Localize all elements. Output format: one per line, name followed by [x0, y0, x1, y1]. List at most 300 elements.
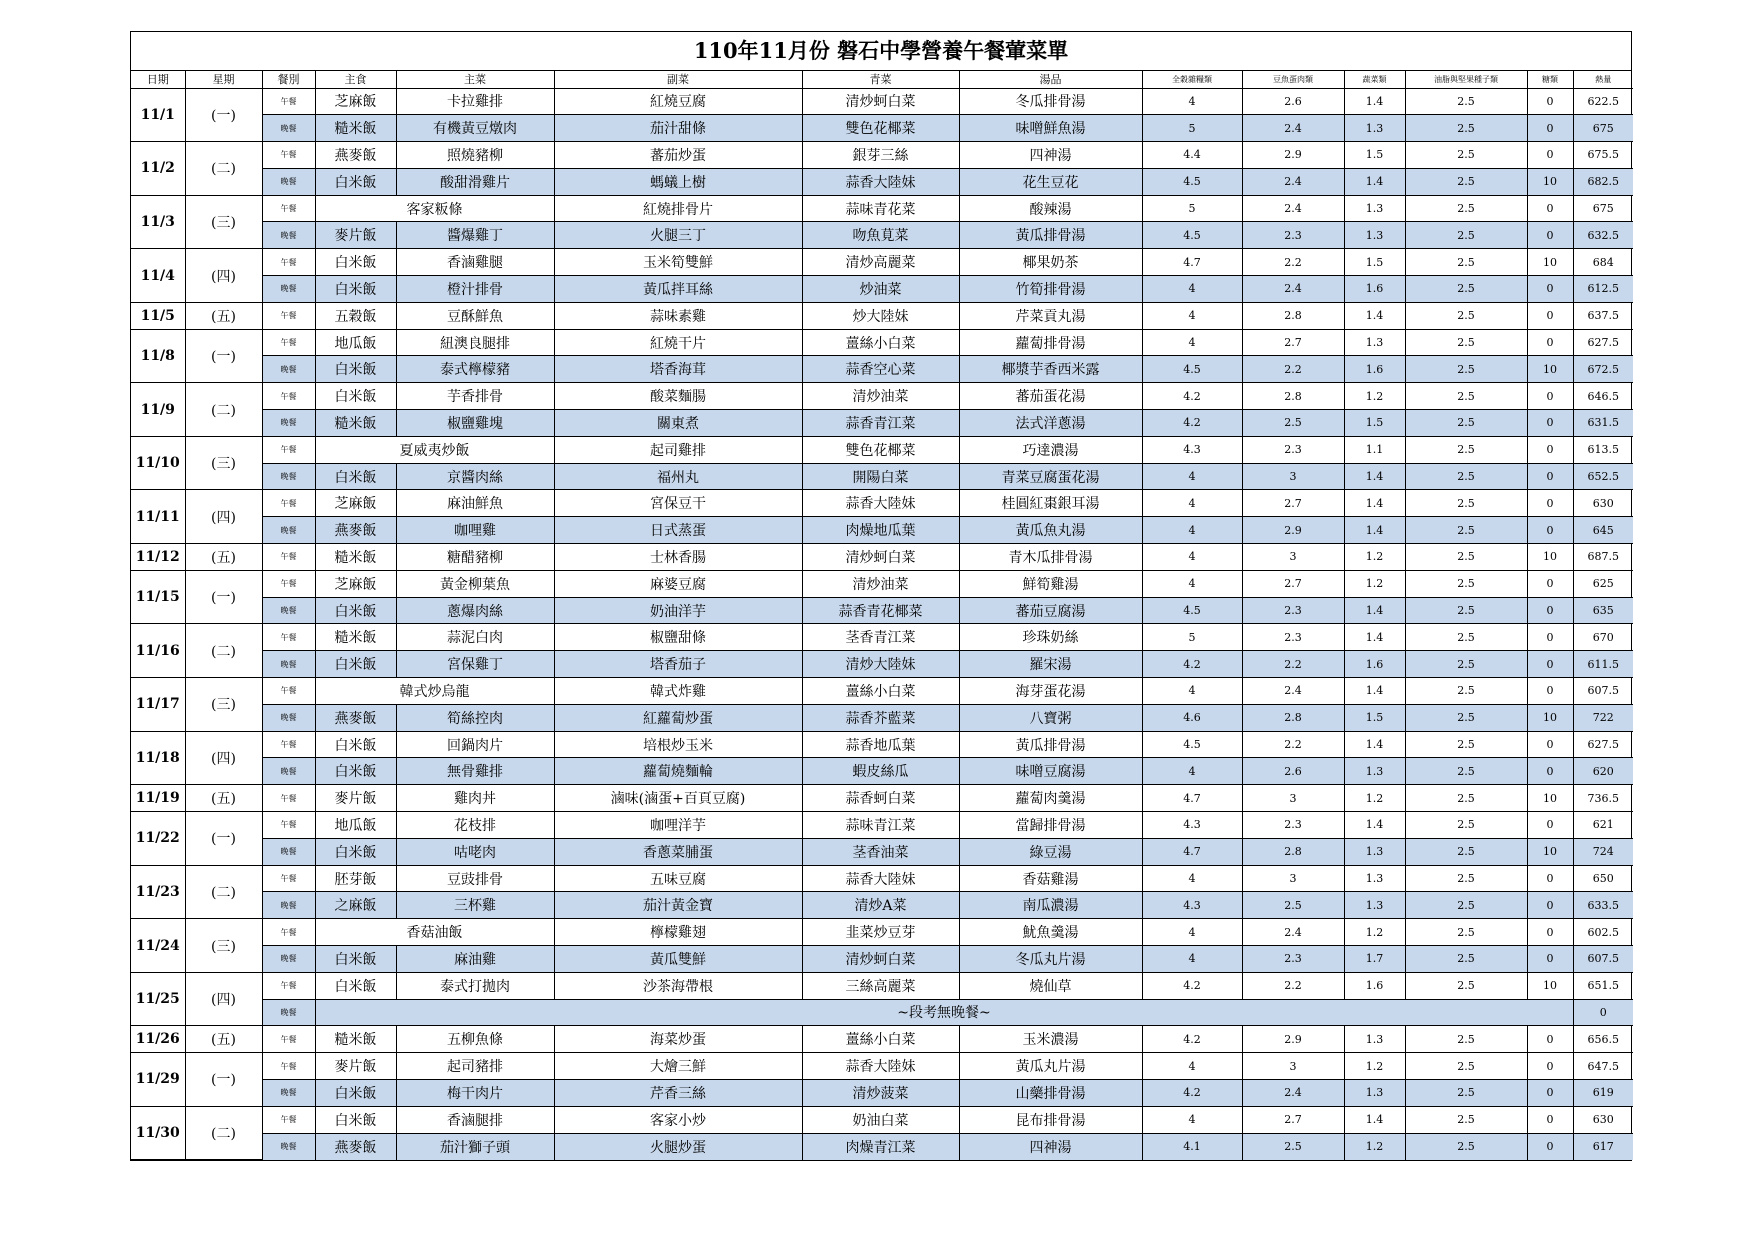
vegetable-cell: 蒜香空心菜 — [802, 356, 959, 383]
calories-cell: 630 — [1573, 490, 1633, 517]
sugar-cell: 0 — [1527, 651, 1573, 678]
fats-cell: 2.5 — [1405, 383, 1527, 410]
calories-cell: 675.5 — [1573, 142, 1633, 169]
staple-cell: 五穀飯 — [315, 302, 396, 329]
calories-cell: 675 — [1573, 115, 1633, 142]
table-row — [131, 195, 1633, 222]
header-date: 日期 — [131, 71, 185, 88]
weekday-cell: (一) — [185, 88, 262, 142]
staple-cell: 白米飯 — [315, 356, 396, 383]
grains-cell: 4 — [1142, 865, 1242, 892]
fats-cell: 2.5 — [1405, 838, 1527, 865]
soup-cell: 四神湯 — [959, 1133, 1142, 1160]
protein-cell: 2.3 — [1242, 436, 1344, 463]
sugar-cell: 0 — [1527, 329, 1573, 356]
main-dish-cell: 三杯雞 — [396, 892, 554, 919]
vegetable-cell: 蝦皮絲瓜 — [802, 758, 959, 785]
fats-cell: 2.5 — [1405, 1133, 1527, 1160]
vegetable-cell: 奶油白菜 — [802, 1106, 959, 1133]
veg-servings-cell: 1.7 — [1344, 946, 1405, 973]
calories-cell: 670 — [1573, 624, 1633, 651]
calories-cell: 0 — [1573, 999, 1633, 1026]
grains-cell: 4.2 — [1142, 410, 1242, 437]
soup-cell: 羅宋湯 — [959, 651, 1142, 678]
main-dish-cell: 芋香排骨 — [396, 383, 554, 410]
calories-cell: 682.5 — [1573, 168, 1633, 195]
weekday-cell: (一) — [185, 329, 262, 383]
calories-cell: 645 — [1573, 517, 1633, 544]
main-dish-cell: 咖哩雞 — [396, 517, 554, 544]
main-dish-cell: 糖醋豬柳 — [396, 544, 554, 571]
fats-cell: 2.5 — [1405, 1079, 1527, 1106]
sugar-cell: 0 — [1527, 570, 1573, 597]
vegetable-cell: 清炒大陸妹 — [802, 651, 959, 678]
header-sugar: 糖類 — [1527, 71, 1573, 88]
sugar-cell: 0 — [1527, 142, 1573, 169]
main-dish-cell: 黃金柳葉魚 — [396, 570, 554, 597]
main-dish-cell: 京醬肉絲 — [396, 463, 554, 490]
veg-servings-cell: 1.4 — [1344, 731, 1405, 758]
vegetable-cell: 炒大陸妹 — [802, 302, 959, 329]
sugar-cell: 0 — [1527, 1026, 1573, 1053]
fats-cell: 2.5 — [1405, 892, 1527, 919]
protein-cell: 2.7 — [1242, 490, 1344, 517]
staple-cell: 燕麥飯 — [315, 142, 396, 169]
soup-cell: 青菜豆腐蛋花湯 — [959, 463, 1142, 490]
grains-cell: 4 — [1142, 544, 1242, 571]
header-main-dish: 主菜 — [396, 71, 554, 88]
grains-cell: 4 — [1142, 946, 1242, 973]
meal-type-cell: 午餐 — [262, 624, 315, 651]
grains-cell: 4.2 — [1142, 1026, 1242, 1053]
meal-type-cell: 午餐 — [262, 195, 315, 222]
date-cell: 11/18 — [131, 731, 185, 785]
grains-cell: 4.2 — [1142, 651, 1242, 678]
grains-cell: 4 — [1142, 490, 1242, 517]
protein-cell: 2.2 — [1242, 972, 1344, 999]
veg-servings-cell: 1.2 — [1344, 1133, 1405, 1160]
veg-servings-cell: 1.4 — [1344, 463, 1405, 490]
staple-cell: 白米飯 — [315, 597, 396, 624]
soup-cell: 燒仙草 — [959, 972, 1142, 999]
fats-cell: 2.5 — [1405, 812, 1527, 839]
protein-cell: 3 — [1242, 785, 1344, 812]
main-dish-cell: 泰式檸檬豬 — [396, 356, 554, 383]
table-row — [131, 678, 1633, 705]
protein-cell: 2.6 — [1242, 88, 1344, 115]
fats-cell: 2.5 — [1405, 704, 1527, 731]
table-row — [131, 1133, 1633, 1160]
date-cell: 11/12 — [131, 544, 185, 571]
calories-cell: 646.5 — [1573, 383, 1633, 410]
grains-cell: 4 — [1142, 88, 1242, 115]
vegetable-cell: 清炒油菜 — [802, 383, 959, 410]
grains-cell: 4.2 — [1142, 1079, 1242, 1106]
table-row — [131, 597, 1633, 624]
table-row — [131, 1079, 1633, 1106]
no-dinner-note: ~段考無晚餐~ — [315, 999, 1573, 1026]
meal-type-cell: 午餐 — [262, 570, 315, 597]
table-row — [131, 115, 1633, 142]
soup-cell: 四神湯 — [959, 142, 1142, 169]
staple-cell: 麥片飯 — [315, 1053, 396, 1080]
calories-cell: 652.5 — [1573, 463, 1633, 490]
weekday-cell: (四) — [185, 731, 262, 785]
fats-cell: 2.5 — [1405, 410, 1527, 437]
vegetable-cell: 蒜香蚵白菜 — [802, 785, 959, 812]
calories-cell: 647.5 — [1573, 1053, 1633, 1080]
meal-type-cell: 晚餐 — [262, 758, 315, 785]
grains-cell: 4.6 — [1142, 704, 1242, 731]
grains-cell: 4.5 — [1142, 597, 1242, 624]
vegetable-cell: 薑絲小白菜 — [802, 678, 959, 705]
date-cell: 11/8 — [131, 329, 185, 383]
vegetable-cell: 雙色花椰菜 — [802, 436, 959, 463]
main-dish-cell: 有機黃豆燉肉 — [396, 115, 554, 142]
meal-type-cell: 晚餐 — [262, 517, 315, 544]
date-cell: 11/23 — [131, 865, 185, 919]
protein-cell: 2.7 — [1242, 329, 1344, 356]
staple-cell: 白米飯 — [315, 1079, 396, 1106]
vegetable-cell: 清炒A菜 — [802, 892, 959, 919]
weekday-cell: (一) — [185, 570, 262, 624]
calories-cell: 675 — [1573, 195, 1633, 222]
soup-cell: 海芽蛋花湯 — [959, 678, 1142, 705]
grains-cell: 4 — [1142, 758, 1242, 785]
sugar-cell: 0 — [1527, 490, 1573, 517]
soup-cell: 蕃茄豆腐湯 — [959, 597, 1142, 624]
soup-cell: 當歸排骨湯 — [959, 812, 1142, 839]
grains-cell: 4.7 — [1142, 838, 1242, 865]
vegetable-cell: 薑絲小白菜 — [802, 329, 959, 356]
vegetable-cell: 茎香油菜 — [802, 838, 959, 865]
main-dish-cell: 花枝排 — [396, 812, 554, 839]
vegetable-cell: 蒜香地瓜葉 — [802, 731, 959, 758]
meal-type-cell: 午餐 — [262, 329, 315, 356]
side-dish-cell: 香蔥菜脯蛋 — [554, 838, 802, 865]
staple-cell: 麥片飯 — [315, 785, 396, 812]
soup-cell: 椰漿芋香西米露 — [959, 356, 1142, 383]
side-dish-cell: 五味豆腐 — [554, 865, 802, 892]
side-dish-cell: 玉米筍雙鮮 — [554, 249, 802, 276]
staple-cell: 糙米飯 — [315, 624, 396, 651]
soup-cell: 珍珠奶絲 — [959, 624, 1142, 651]
vegetable-cell: 清炒高麗菜 — [802, 249, 959, 276]
weekday-cell: (三) — [185, 195, 262, 249]
staple-cell: 地瓜飯 — [315, 329, 396, 356]
soup-cell: 冬瓜排骨湯 — [959, 88, 1142, 115]
vegetable-cell: 蒜香大陸妹 — [802, 490, 959, 517]
meal-type-cell: 午餐 — [262, 249, 315, 276]
table-row — [131, 1026, 1633, 1053]
protein-cell: 2.5 — [1242, 892, 1344, 919]
table-row — [131, 865, 1633, 892]
meal-type-cell: 午餐 — [262, 383, 315, 410]
side-dish-cell: 芹香三絲 — [554, 1079, 802, 1106]
soup-cell: 綠豆湯 — [959, 838, 1142, 865]
main-dish-cell: 香滷雞腿 — [396, 249, 554, 276]
fats-cell: 2.5 — [1405, 517, 1527, 544]
table-row — [131, 704, 1633, 731]
sugar-cell: 0 — [1527, 410, 1573, 437]
fats-cell: 2.5 — [1405, 276, 1527, 303]
fats-cell: 2.5 — [1405, 731, 1527, 758]
side-dish-cell: 奶油洋芋 — [554, 597, 802, 624]
sugar-cell: 0 — [1527, 222, 1573, 249]
meal-type-cell: 午餐 — [262, 302, 315, 329]
vegetable-cell: 開陽白菜 — [802, 463, 959, 490]
sugar-cell: 0 — [1527, 892, 1573, 919]
meal-type-cell: 午餐 — [262, 1053, 315, 1080]
staple-cell: 白米飯 — [315, 651, 396, 678]
fats-cell: 2.5 — [1405, 624, 1527, 651]
calories-cell: 607.5 — [1573, 946, 1633, 973]
table-row — [131, 1053, 1633, 1080]
soup-cell: 香菇雞湯 — [959, 865, 1142, 892]
staple-cell: 燕麥飯 — [315, 517, 396, 544]
header-staple: 主食 — [315, 71, 396, 88]
date-cell: 11/9 — [131, 383, 185, 437]
fats-cell: 2.5 — [1405, 678, 1527, 705]
sugar-cell: 0 — [1527, 812, 1573, 839]
staple-cell: 白米飯 — [315, 249, 396, 276]
table-row — [131, 463, 1633, 490]
soup-cell: 黃瓜丸片湯 — [959, 1053, 1142, 1080]
sugar-cell: 10 — [1527, 704, 1573, 731]
vegetable-cell: 清炒蚵白菜 — [802, 88, 959, 115]
table-row — [131, 168, 1633, 195]
protein-cell: 2.4 — [1242, 276, 1344, 303]
side-dish-cell: 海菜炒蛋 — [554, 1026, 802, 1053]
protein-cell: 2.3 — [1242, 624, 1344, 651]
main-dish-cell: 梅干肉片 — [396, 1079, 554, 1106]
veg-servings-cell: 1.4 — [1344, 490, 1405, 517]
grains-cell: 4 — [1142, 1053, 1242, 1080]
grains-cell: 4.2 — [1142, 383, 1242, 410]
veg-servings-cell: 1.3 — [1344, 195, 1405, 222]
vegetable-cell: 蒜香大陸妹 — [802, 168, 959, 195]
main-dish-cell: 泰式打拋肉 — [396, 972, 554, 999]
date-cell: 11/11 — [131, 490, 185, 544]
soup-cell: 桂圓紅棗銀耳湯 — [959, 490, 1142, 517]
veg-servings-cell: 1.5 — [1344, 410, 1405, 437]
table-row — [131, 544, 1633, 571]
fats-cell: 2.5 — [1405, 946, 1527, 973]
sugar-cell: 0 — [1527, 1053, 1573, 1080]
date-cell: 11/17 — [131, 678, 185, 732]
protein-cell: 3 — [1242, 1053, 1344, 1080]
side-dish-cell: 宮保豆干 — [554, 490, 802, 517]
protein-cell: 2.3 — [1242, 222, 1344, 249]
vegetable-cell: 蒜香青江菜 — [802, 410, 959, 437]
sugar-cell: 0 — [1527, 383, 1573, 410]
weekday-cell: (五) — [185, 1026, 262, 1053]
meal-type-cell: 晚餐 — [262, 115, 315, 142]
soup-cell: 青木瓜排骨湯 — [959, 544, 1142, 571]
table-row — [131, 329, 1633, 356]
grains-cell: 5 — [1142, 624, 1242, 651]
calories-cell: 627.5 — [1573, 731, 1633, 758]
header-fats: 油脂與堅果種子類 — [1405, 71, 1527, 88]
meal-type-cell: 晚餐 — [262, 704, 315, 731]
main-dish-cell: 椒鹽雞塊 — [396, 410, 554, 437]
date-cell: 11/3 — [131, 195, 185, 249]
grains-cell: 4.2 — [1142, 972, 1242, 999]
staple-cell: 白米飯 — [315, 946, 396, 973]
vegetable-cell: 蒜香青花椰菜 — [802, 597, 959, 624]
sugar-cell: 10 — [1527, 356, 1573, 383]
staple-cell: 芝麻飯 — [315, 570, 396, 597]
main-dish-cell: 咕咾肉 — [396, 838, 554, 865]
meal-type-cell: 午餐 — [262, 490, 315, 517]
table-row — [131, 758, 1633, 785]
fats-cell: 2.5 — [1405, 597, 1527, 624]
veg-servings-cell: 1.2 — [1344, 383, 1405, 410]
side-dish-cell: 螞蟻上樹 — [554, 168, 802, 195]
main-dish-cell: 橙汁排骨 — [396, 276, 554, 303]
date-cell: 11/26 — [131, 1026, 185, 1053]
protein-cell: 2.4 — [1242, 919, 1344, 946]
staple-cell: 白米飯 — [315, 383, 396, 410]
main-dish-cell: 回鍋肉片 — [396, 731, 554, 758]
calories-cell: 635 — [1573, 597, 1633, 624]
protein-cell: 2.4 — [1242, 115, 1344, 142]
weekday-cell: (二) — [185, 624, 262, 678]
fats-cell: 2.5 — [1405, 463, 1527, 490]
table-row — [131, 570, 1633, 597]
table-row — [131, 624, 1633, 651]
staple-cell: 麥片飯 — [315, 222, 396, 249]
sugar-cell: 0 — [1527, 463, 1573, 490]
header-protein: 豆魚蛋肉類 — [1242, 71, 1344, 88]
sugar-cell: 10 — [1527, 544, 1573, 571]
table-row — [131, 999, 1633, 1026]
page-title: 110年11月份 磐石中學營養午餐葷菜單 — [131, 32, 1631, 71]
menu-table — [131, 71, 1633, 1160]
main-dish-cell: 豆豉排骨 — [396, 865, 554, 892]
veg-servings-cell: 1.4 — [1344, 88, 1405, 115]
protein-cell: 2.4 — [1242, 678, 1344, 705]
grains-cell: 4 — [1142, 329, 1242, 356]
header-calories: 熱量 — [1573, 71, 1633, 88]
header-weekday: 星期 — [185, 71, 262, 88]
staple-cell: 芝麻飯 — [315, 88, 396, 115]
protein-cell: 2.2 — [1242, 651, 1344, 678]
calories-cell: 611.5 — [1573, 651, 1633, 678]
veg-servings-cell: 1.4 — [1344, 812, 1405, 839]
calories-cell: 622.5 — [1573, 88, 1633, 115]
sugar-cell: 0 — [1527, 436, 1573, 463]
veg-servings-cell: 1.2 — [1344, 919, 1405, 946]
grains-cell: 4.3 — [1142, 892, 1242, 919]
protein-cell: 2.4 — [1242, 195, 1344, 222]
calories-cell: 656.5 — [1573, 1026, 1633, 1053]
meal-type-cell: 晚餐 — [262, 1133, 315, 1160]
calories-cell: 672.5 — [1573, 356, 1633, 383]
weekday-cell: (四) — [185, 972, 262, 1026]
veg-servings-cell: 1.4 — [1344, 1106, 1405, 1133]
vegetable-cell: 蒜香芥藍菜 — [802, 704, 959, 731]
side-dish-cell: 蕃茄炒蛋 — [554, 142, 802, 169]
protein-cell: 2.9 — [1242, 142, 1344, 169]
protein-cell: 2.4 — [1242, 1079, 1344, 1106]
fats-cell: 2.5 — [1405, 249, 1527, 276]
side-dish-cell: 日式蒸蛋 — [554, 517, 802, 544]
side-dish-cell: 蒜味素雞 — [554, 302, 802, 329]
sugar-cell: 0 — [1527, 946, 1573, 973]
side-dish-cell: 士林香腸 — [554, 544, 802, 571]
veg-servings-cell: 1.3 — [1344, 1026, 1405, 1053]
main-dish-cell: 卡拉雞排 — [396, 88, 554, 115]
veg-servings-cell: 1.6 — [1344, 276, 1405, 303]
soup-cell: 味噌鮮魚湯 — [959, 115, 1142, 142]
veg-servings-cell: 1.6 — [1344, 356, 1405, 383]
table-row — [131, 356, 1633, 383]
veg-servings-cell: 1.3 — [1344, 329, 1405, 356]
soup-cell: 蘿蔔排骨湯 — [959, 329, 1142, 356]
date-cell: 11/30 — [131, 1106, 185, 1160]
meal-type-cell: 晚餐 — [262, 597, 315, 624]
calories-cell: 632.5 — [1573, 222, 1633, 249]
meal-type-cell: 午餐 — [262, 678, 315, 705]
weekday-cell: (四) — [185, 490, 262, 544]
grains-cell: 4 — [1142, 276, 1242, 303]
side-dish-cell: 起司雞排 — [554, 436, 802, 463]
sugar-cell: 0 — [1527, 517, 1573, 544]
side-dish-cell: 紅蘿蔔炒蛋 — [554, 704, 802, 731]
side-dish-cell: 滷味(滷蛋+百頁豆腐) — [554, 785, 802, 812]
soup-cell: 黃瓜魚丸湯 — [959, 517, 1142, 544]
protein-cell: 2.5 — [1242, 1133, 1344, 1160]
table-row — [131, 249, 1633, 276]
side-dish-cell: 紅燒豆腐 — [554, 88, 802, 115]
side-dish-cell: 椒鹽甜條 — [554, 624, 802, 651]
staple-cell: 白米飯 — [315, 838, 396, 865]
protein-cell: 2.3 — [1242, 946, 1344, 973]
soup-cell: 黃瓜排骨湯 — [959, 731, 1142, 758]
date-cell: 11/16 — [131, 624, 185, 678]
meal-type-cell: 晚餐 — [262, 892, 315, 919]
grains-cell: 4.5 — [1142, 168, 1242, 195]
veg-servings-cell: 1.3 — [1344, 1079, 1405, 1106]
date-cell: 11/22 — [131, 812, 185, 866]
table-row — [131, 919, 1633, 946]
vegetable-cell: 雙色花椰菜 — [802, 115, 959, 142]
sugar-cell: 10 — [1527, 168, 1573, 195]
grains-cell: 4 — [1142, 570, 1242, 597]
weekday-cell: (四) — [185, 249, 262, 303]
side-dish-cell: 培根炒玉米 — [554, 731, 802, 758]
staple-cell: 糙米飯 — [315, 410, 396, 437]
side-dish-cell: 黃瓜拌耳絲 — [554, 276, 802, 303]
veg-servings-cell: 1.4 — [1344, 517, 1405, 544]
sugar-cell: 10 — [1527, 838, 1573, 865]
table-row — [131, 946, 1633, 973]
header-row — [131, 71, 1633, 88]
fats-cell: 2.5 — [1405, 329, 1527, 356]
fats-cell: 2.5 — [1405, 142, 1527, 169]
veg-servings-cell: 1.3 — [1344, 838, 1405, 865]
soup-cell: 竹筍排骨湯 — [959, 276, 1142, 303]
weekday-cell: (二) — [185, 142, 262, 196]
protein-cell: 2.9 — [1242, 517, 1344, 544]
staple-cell: 地瓜飯 — [315, 812, 396, 839]
staple-cell: 糙米飯 — [315, 1026, 396, 1053]
side-dish-cell: 茄汁甜條 — [554, 115, 802, 142]
fats-cell: 2.5 — [1405, 919, 1527, 946]
meal-type-cell: 晚餐 — [262, 838, 315, 865]
grains-cell: 5 — [1142, 195, 1242, 222]
